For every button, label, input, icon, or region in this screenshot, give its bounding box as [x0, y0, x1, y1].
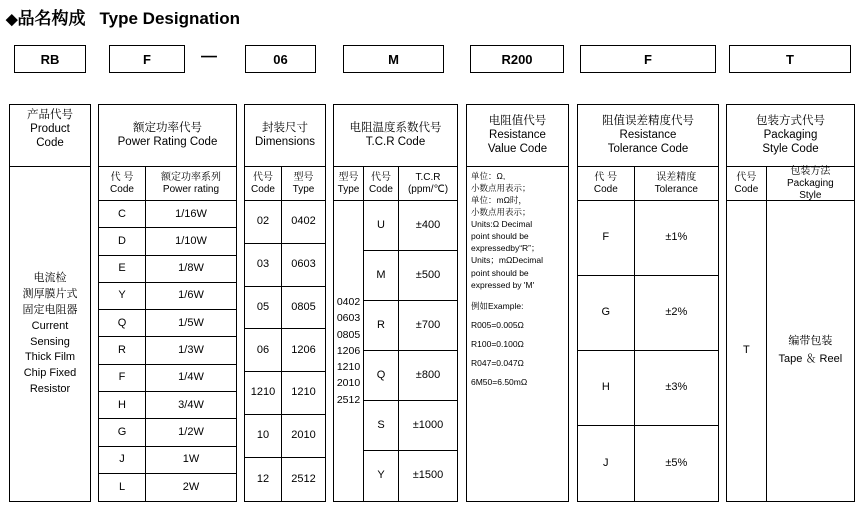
- table-row: ±400: [399, 201, 457, 251]
- table-row: 1/16W: [146, 201, 236, 228]
- table-row: L: [118, 481, 126, 494]
- table-row: Y: [99, 283, 145, 310]
- table-row: 1206: [282, 329, 325, 372]
- table-row: T: [742, 344, 750, 357]
- column-tcr-code: [333, 104, 458, 502]
- resistance-example-label: 例如Example:: [471, 300, 524, 311]
- table-row: ±500: [399, 251, 457, 301]
- product-code-body: 电流检 测厚膜片式 固定电阻器 Current Sensing Thick Film Chip Fixed Resistor: [22, 271, 78, 396]
- power-value-col: [146, 201, 236, 501]
- table-row: 05: [245, 287, 281, 330]
- table-row: M: [364, 251, 398, 301]
- separator-dash: －: [199, 47, 219, 69]
- dimensions-type-col: [282, 201, 325, 501]
- packaging-code-box: T: [729, 45, 851, 73]
- resistance-example: R047=0.047Ω: [471, 357, 524, 368]
- table-row: ±1500: [412, 469, 444, 482]
- tcr-type-list: 0402 0603 0805 1206 1210 2010 2512: [336, 296, 361, 406]
- tolerance-value-col: [635, 201, 718, 501]
- column-power-rating-code: [98, 104, 237, 502]
- table-row: R: [364, 301, 398, 351]
- dimensions-code-col: [245, 201, 282, 501]
- table-row: H: [578, 351, 634, 426]
- resistance-example: 6M50=6.50mΩ: [471, 376, 528, 387]
- table-row: ±1000: [399, 401, 457, 451]
- table-row: 3/4W: [146, 392, 236, 419]
- diamond-bullet-icon: ◆: [6, 11, 18, 28]
- table-row: 2W: [182, 481, 200, 494]
- table-row: U: [364, 201, 398, 251]
- page-title-en: Type Designation: [99, 9, 240, 28]
- table-row: ±2%: [635, 276, 718, 351]
- tcr-subheader: [334, 167, 457, 201]
- table-row: Y: [377, 469, 385, 482]
- packaging-code-col: [727, 201, 767, 501]
- dimensions-rows: [245, 201, 325, 501]
- table-row: Q: [364, 351, 398, 401]
- table-row: 编带包装 Tape ＆ Reel: [778, 335, 843, 365]
- table-row: 1W: [146, 447, 236, 474]
- table-row: 2010: [282, 415, 325, 458]
- page-title: [6, 4, 240, 29]
- table-row: 0402: [282, 201, 325, 244]
- table-row: 1/3W: [146, 337, 236, 364]
- column-resistance-value-code: [466, 104, 569, 502]
- power-rating-subheader: [99, 167, 236, 201]
- page-title-cn: 品名构成: [17, 9, 86, 28]
- tcr-code-subhead: 代号 Code: [364, 167, 399, 200]
- table-row: 03: [245, 244, 281, 287]
- table-row: 2512: [291, 472, 316, 485]
- table-row: 0805: [282, 287, 325, 330]
- table-row: G: [99, 419, 145, 446]
- power-code-subhead: 代 号 Code: [99, 167, 146, 200]
- table-row: 0603: [282, 244, 325, 287]
- packaging-subheader: [727, 167, 854, 201]
- table-row: ±3%: [635, 351, 718, 426]
- dimensions-subheader: [245, 167, 325, 201]
- packaging-style-subhead: 包装方法 Packaging Style: [787, 165, 834, 201]
- tolerance-code-subhead: 代 号 Code: [578, 167, 635, 200]
- table-row: F: [578, 201, 634, 276]
- packaging-header: 包装方式代号 Packaging Style Code: [727, 105, 854, 167]
- table-row: C: [99, 201, 145, 228]
- table-row: 12: [256, 472, 270, 485]
- table-row: 10: [245, 415, 281, 458]
- product-code-box: RB: [14, 45, 86, 73]
- table-row: F: [99, 365, 145, 392]
- table-row: Q: [99, 310, 145, 337]
- table-row: 1210: [245, 372, 281, 415]
- column-tolerance-code: [577, 104, 719, 502]
- tolerance-rows: [578, 201, 718, 501]
- dimensions-type-subhead: 型号 Type: [292, 171, 315, 195]
- tcr-type-col: [334, 201, 364, 501]
- tolerance-header: 阻值误差精度代号 Resistance Tolerance Code: [578, 105, 718, 167]
- tolerance-subheader: [578, 167, 718, 201]
- table-row: 1/10W: [146, 228, 236, 255]
- table-row: R: [99, 337, 145, 364]
- table-row: J: [603, 456, 609, 469]
- table-row: ±5%: [665, 456, 688, 469]
- resistance-notes: 单位：Ω, 小数点用表示； 单位：mΩ时， 小数点用表示； Units:Ω Decimal point should be expressedby“R”； Units；mΩDecimal point should be expressed by 'M' 例如Example: R005=0.005Ω R100=0.100Ω R047=0.047Ω 6M50=6.50mΩ: [467, 167, 568, 391]
- table-row: 1210: [282, 372, 325, 415]
- tcr-code-box: M: [343, 45, 444, 73]
- power-rating-header: 额定功率代号 Power Rating Code: [99, 105, 236, 167]
- power-value-subhead: 额定功率系列 Power rating: [161, 171, 221, 195]
- tolerance-code-box: F: [580, 45, 716, 73]
- table-row: G: [578, 276, 634, 351]
- table-row: E: [99, 256, 145, 283]
- packaging-style-col: [767, 201, 854, 501]
- table-row: 1/2W: [146, 419, 236, 446]
- tolerance-code-col: [578, 201, 635, 501]
- tcr-header: 电阻温度系数代号 T.C.R Code: [334, 105, 457, 167]
- table-row: 1/4W: [146, 365, 236, 392]
- packaging-code-subhead: 代号 Code: [727, 167, 767, 200]
- resistance-value-header: 电阻值代号 Resistance Value Code: [467, 105, 568, 167]
- resistance-example: R100=0.100Ω: [471, 338, 524, 349]
- dimensions-code-subhead: 代号 Code: [245, 167, 282, 200]
- resistance-example: R005=0.005Ω: [471, 319, 524, 330]
- dimensions-header: 封装尺寸 Dimensions: [245, 105, 325, 167]
- table-row: ±800: [399, 351, 457, 401]
- tcr-value-subhead: T.C.R (ppm/℃): [407, 171, 449, 195]
- power-code-col: [99, 201, 146, 501]
- product-code-header: 产品代号 Product Code: [10, 105, 90, 167]
- dimensions-code-box: 06: [245, 45, 316, 73]
- table-row: 1/5W: [146, 310, 236, 337]
- table-row: 1/6W: [146, 283, 236, 310]
- power-rating-rows: [99, 201, 236, 501]
- power-rating-code-box: F: [109, 45, 185, 73]
- tcr-value-col: [399, 201, 457, 501]
- resistance-value-code-box: R200: [470, 45, 564, 73]
- table-row: D: [99, 228, 145, 255]
- table-row: 06: [245, 329, 281, 372]
- column-product-code: [9, 104, 91, 502]
- table-row: ±1%: [635, 201, 718, 276]
- table-row: S: [364, 401, 398, 451]
- table-row: H: [99, 392, 145, 419]
- table-row: 02: [245, 201, 281, 244]
- column-dimensions: [244, 104, 326, 502]
- column-packaging-style-code: [726, 104, 855, 502]
- table-row: J: [99, 447, 145, 474]
- tcr-type-subhead: 型号 Type: [334, 167, 364, 200]
- packaging-rows: [727, 201, 854, 501]
- tcr-code-col: [364, 201, 399, 501]
- table-row: ±700: [399, 301, 457, 351]
- tcr-rows: [334, 201, 457, 501]
- table-row: 1/8W: [146, 256, 236, 283]
- tolerance-value-subhead: 误差精度 Tolerance: [654, 171, 698, 195]
